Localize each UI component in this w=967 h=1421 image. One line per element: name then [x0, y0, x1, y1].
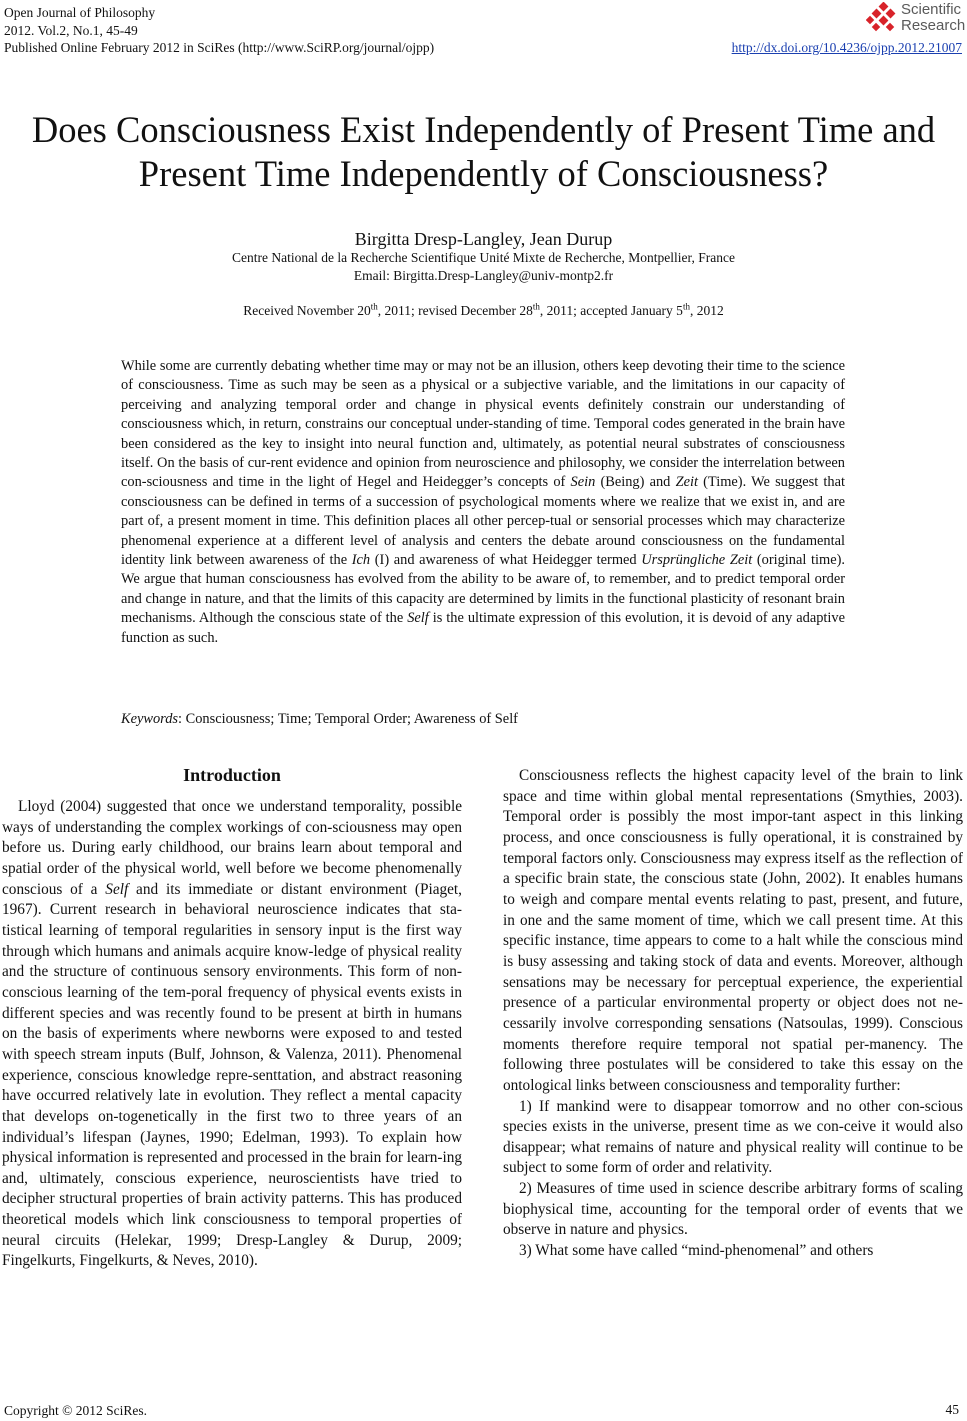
abstract-text: (Being) and — [595, 474, 676, 491]
logo-mark-icon — [866, 2, 900, 36]
ordinal-suffix: th — [370, 301, 378, 312]
postulate-1: 1) If mankind were to disappear tomorrow and no other con-scious species exists in the universe, present time as we con-ceive it would also disappear; what remains of nature and physical reality will continue to be subject to some form of order and relativity. — [503, 1097, 963, 1177]
affiliation-block — [0, 249, 967, 285]
year-text: , 2012 — [689, 303, 724, 318]
doi-link[interactable]: http://dx.doi.org/10.4236/ojpp.2012.21007 — [731, 40, 962, 55]
paragraph: Consciousness reflects the highest capacity level of the brain to link space and time within global mental representations (Smythies, 2003). Temporal order is possibly the most impor-tant aspect in this linking process, and once consciousness is fully operational, it is constrained by temporal factors only. Consciousness may express itself as the reflection of a specific brain state, the conscious state (John, 2002). It enables humans to weigh and compare mental events relating to past, present, and future, in one and the same moment of time, which we call present time. At this specific instance, time appears to come to a halt while the conscious mind is busy assessing and taking stock of data and events. Moreover, although sensations may be necessary for perceptual experience, the experiential presence of a particular environmental property or object does not ne-cessarily involve corresponding sensations (Natsoulas, 1999). Conscious moments therefore require temporal not spatial per-manency. The following three postulates will be considered to take this essay on the ontological links between consciousness and temporality further: — [503, 767, 963, 1094]
postulate-3: 3) What some have called “mind-phenomenal” and others — [519, 1242, 874, 1260]
keywords-list: : Consciousness; Time; Temporal Order; Awareness of Self — [178, 711, 518, 727]
right-column — [503, 766, 963, 1262]
article-authors: Birgitta Dresp-Langley, Jean Durup — [354, 229, 613, 249]
abstract-term-ich: Ich — [351, 552, 371, 569]
journal-name: Open Journal of Philosophy — [4, 5, 156, 20]
received-text: Received November 20 — [243, 303, 371, 318]
page-number: 45 — [945, 1402, 959, 1417]
scientific-research-logo — [866, 2, 966, 38]
section-heading-introduction: Introduction — [183, 765, 281, 785]
running-header — [4, 4, 434, 57]
term-self: Self — [105, 880, 129, 898]
left-column — [2, 797, 462, 1272]
article-title: Does Consciousness Exist Independently of Present Time and Present Time Independently of Consciousness? — [31, 109, 936, 194]
copyright: Copyright © 2012 SciRes. — [4, 1403, 148, 1418]
abstract-text: While some are currently debating whether time may or may not be an illusion, others keep devoting their time to the science of consciousness. Time as such may be seen as a physical or a subjective variable, and the limitations in our capacity of perceiving and analyzing temporal order and change in physical events definitely constrain our understanding of consciousness which, in return, constrains our conceptual under-standing of time. Temporal codes generated in the brain have been considered as the key to insight into neural function and, ultimately, as potential neural substrates of consciousness itself. On the basis of cur-rent evidence and opinion from neuroscience and philosophy, we consider the interrelation between con-sciousness and time in the light of Hegel and Heidegger’s concepts of — [121, 358, 845, 491]
keywords — [121, 710, 518, 729]
received-dates — [0, 302, 967, 320]
ordinal-suffix: th — [532, 301, 540, 312]
abstract-text: (original time). We argue that human consciousness has evolved from the ability to be aware of, to remember, and to predict temporal order and change in nature, and that the limits of this capacity are determined by limits in the functional plasticity of resonant brain mechanisms. Although the conscious state of the — [121, 552, 845, 627]
postulate-2: 2) Measures of time used in science describe arbitrary forms of scaling biophysical time, accounting for the temporal order of events that we observe in nature and physics. — [503, 1180, 963, 1239]
revised-text: , 2011; revised December 28 — [377, 303, 533, 318]
paragraph — [2, 797, 462, 1272]
author-email: Email: Birgitta.Dresp-Langley@univ-montp2.fr — [353, 268, 614, 283]
volume-info: 2012. Vol.2, No.1, 45-49 — [4, 22, 138, 38]
abstract-term-zeit: Zeit — [675, 474, 698, 491]
publication-info: Published Online February 2012 in SciRes (http://www.SciRP.org/journal/ojpp) — [4, 40, 435, 55]
abstract-term-self: Self — [407, 610, 429, 627]
abstract-text: is the ultimate expression of this evolution, it is devoid of any adaptive function as such. — [121, 610, 846, 646]
paragraph-text: and its immediate or distant environment (Piaget, 1967). Current research in behavioral neuroscience indicates that sta-tistical learning of temporal regularities in sensory input is the first way through which humans and animals acquire know-ledge of physical reality and the structure of continuous sensory environments. This form of non-conscious learning of the tem-poral frequency of physical events exists in different species and was recently found to be present at birth in humans on the basis of experiments where newborns were exposed to and tested with speech stream inputs (Bulf, Johnson, & Valenza, 2011). Phenomenal experience, conscious knowledge repre-senttation, and abstract reasoning have occurred relatively late in evolution. They reflect a mental capacity that develops on-togenetically in the first two to three years of an individual’s lifespan (Jaynes, 1990; Edelman, 1993). To explain how physical information is represented and processed in the brain for learn-ing and, ultimately, conscious experience, neuroscientists have tried to decipher structural properties of brain activity patterns. This has produced theoretical models which link consciousness to temporal properties of neural circuits (Helekar, 1999; Dresp-Langley & Durup, 2009; Fingelkurts, Fingelkurts, & Neves, 2010). — [2, 880, 463, 1270]
logo-line-2: Research — [901, 17, 966, 34]
ordinal-suffix: th — [682, 301, 690, 312]
keywords-label: Keywords — [121, 711, 179, 727]
abstract-text: (Time). We suggest that consciousness can be defined in terms of a succession of psychological moments where we realize that we exist in, and are part of, a present moment in time. This definition places all other percep-tual or sensorial processes which may characterize phenomenal experience at a different level of analysis and centers the debate around consciousness on the fundamental identity link between awareness of the — [121, 474, 846, 569]
abstract — [121, 357, 845, 648]
abstract-text: (I) and awareness of what Heidegger termed — [370, 552, 642, 569]
logo-line-1: Scientific — [901, 1, 962, 18]
accepted-text: , 2011; accepted January 5 — [539, 303, 683, 318]
affiliation: Centre National de la Recherche Scientifique Unité Mixte de Recherche, Montpellier, France — [232, 250, 735, 265]
abstract-term-urzeit: Ursprüngliche Zeit — [641, 552, 753, 569]
paragraph-text: Lloyd (2004) suggested that once we understand temporality, possible ways of understanding the complex workings of con-sciousness may open before us. During early childhood, our brains learn about temporal and spatial order of the physical world, well before we become phenomenally conscious of a — [2, 798, 462, 898]
abstract-term-sein: Sein — [570, 474, 596, 491]
